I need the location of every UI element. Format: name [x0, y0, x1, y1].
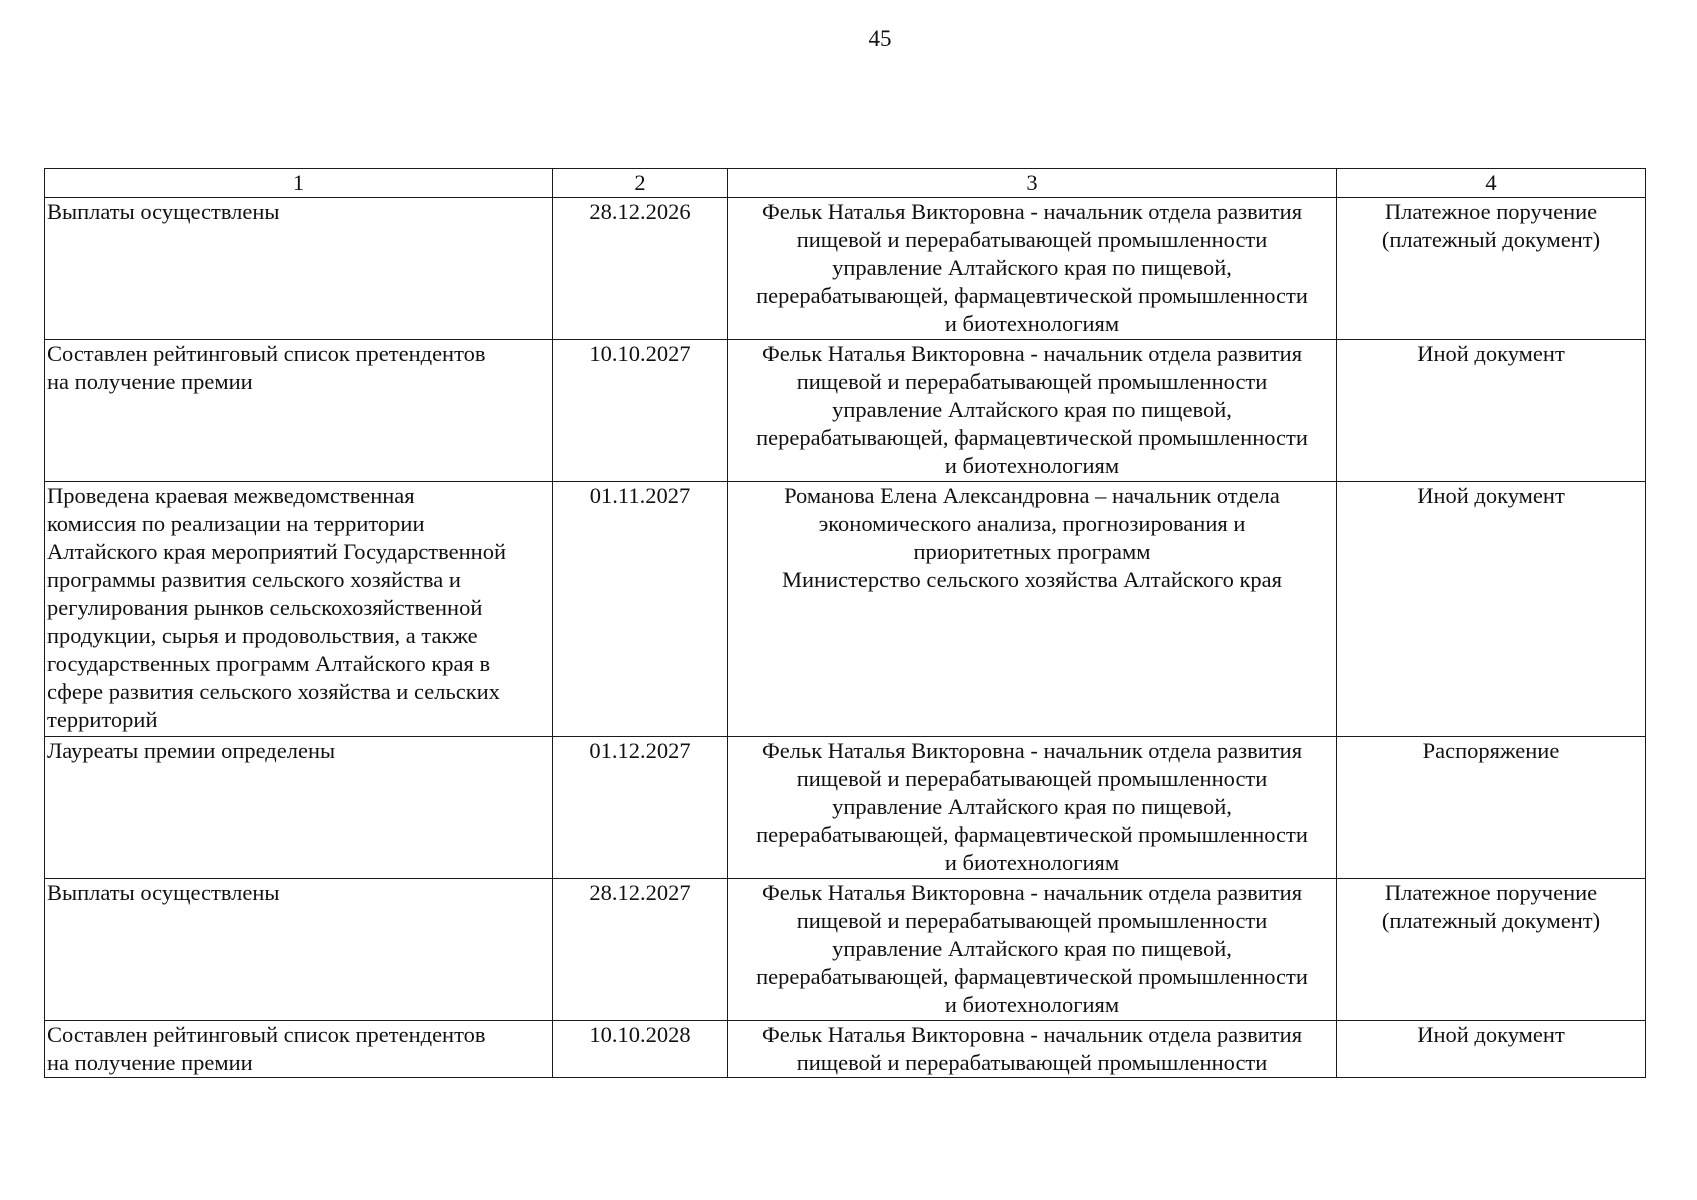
event-text: Выплаты осуществлены [47, 199, 280, 224]
event-cell [45, 879, 553, 1021]
document-cell [1337, 482, 1646, 737]
date-text: 01.12.2027 [589, 738, 691, 763]
responsible-text: Фельк Наталья Викторовна - начальник отдела развития пищевой и перерабатывающей промышленности управление Алтайского края по пищевой, перерабатывающей, фармацевтической промышленности и биотехнологиям [756, 341, 1308, 478]
schedule-table [44, 168, 1646, 1078]
table-row [45, 198, 1646, 340]
document-text: Иной документ [1417, 1022, 1565, 1047]
date-text: 10.10.2028 [589, 1022, 691, 1047]
document-cell [1337, 340, 1646, 482]
table-header-row [45, 169, 1646, 198]
table-row [45, 879, 1646, 1021]
column-header: 4 [1337, 169, 1646, 198]
table-row [45, 1021, 1646, 1078]
event-cell [45, 198, 553, 340]
responsible-text: Фельк Наталья Викторовна - начальник отдела развития пищевой и перерабатывающей промышленности управление Алтайского края по пищевой, перерабатывающей, фармацевтической промышленности и биотехнологиям [756, 880, 1308, 1017]
event-cell [45, 737, 553, 879]
event-text: Выплаты осуществлены [47, 880, 280, 905]
table-row [45, 340, 1646, 482]
responsible-cell [728, 737, 1337, 879]
event-cell [45, 1021, 553, 1078]
date-cell [553, 737, 728, 879]
document-cell [1337, 879, 1646, 1021]
responsible-text: Романова Елена Александровна – начальник отдела экономического анализа, прогнозирования и приоритетных программ Министерство сельского хозяйства Алтайского края [781, 483, 1283, 592]
event-text: Составлен рейтинговый список претендентов на получение премии [47, 341, 486, 394]
table-row [45, 737, 1646, 879]
page-number: 45 [868, 26, 892, 51]
event-text: Проведена краевая межведомственная комиссия по реализации на территории Алтайского края мероприятий Государственной программы развития сельского хозяйства и регулирования рынков сельскохозяйственной продукции, сырья и продовольствия, а также государственных программ Алтайского края в сфере развития сельского хозяйства и сельских территорий [47, 483, 506, 732]
date-cell [553, 340, 728, 482]
date-text: 10.10.2027 [589, 341, 691, 366]
document-text: Платежное поручение (платежный документ) [1381, 199, 1601, 252]
responsible-cell [728, 340, 1337, 482]
event-cell [45, 482, 553, 737]
column-header: 1 [45, 169, 553, 198]
date-cell [553, 879, 728, 1021]
document-cell [1337, 198, 1646, 340]
responsible-text: Фельк Наталья Викторовна - начальник отдела развития пищевой и перерабатывающей промышленности [761, 1022, 1303, 1075]
date-cell [553, 1021, 728, 1078]
responsible-cell [728, 482, 1337, 737]
date-text: 28.12.2027 [589, 880, 691, 905]
document-cell [1337, 737, 1646, 879]
responsible-cell [728, 1021, 1337, 1078]
document-text: Иной документ [1417, 341, 1565, 366]
document-text: Иной документ [1417, 483, 1565, 508]
document-text: Платежное поручение (платежный документ) [1381, 880, 1601, 933]
responsible-cell [728, 879, 1337, 1021]
document-cell [1337, 1021, 1646, 1078]
date-cell [553, 482, 728, 737]
date-cell [553, 198, 728, 340]
date-text: 28.12.2026 [589, 199, 691, 224]
date-text: 01.11.2027 [589, 483, 691, 508]
table-row [45, 482, 1646, 737]
event-text: Составлен рейтинговый список претендентов на получение премии [47, 1022, 486, 1075]
document-text: Распоряжение [1422, 738, 1560, 763]
event-text: Лауреаты премии определены [47, 738, 336, 763]
column-header: 3 [728, 169, 1337, 198]
column-header: 2 [553, 169, 728, 198]
responsible-text: Фельк Наталья Викторовна - начальник отдела развития пищевой и перерабатывающей промышленности управление Алтайского края по пищевой, перерабатывающей, фармацевтической промышленности и биотехнологиям [756, 738, 1308, 875]
event-cell [45, 340, 553, 482]
responsible-cell [728, 198, 1337, 340]
responsible-text: Фельк Наталья Викторовна - начальник отдела развития пищевой и перерабатывающей промышленности управление Алтайского края по пищевой, перерабатывающей, фармацевтической промышленности и биотехнологиям [756, 199, 1308, 336]
